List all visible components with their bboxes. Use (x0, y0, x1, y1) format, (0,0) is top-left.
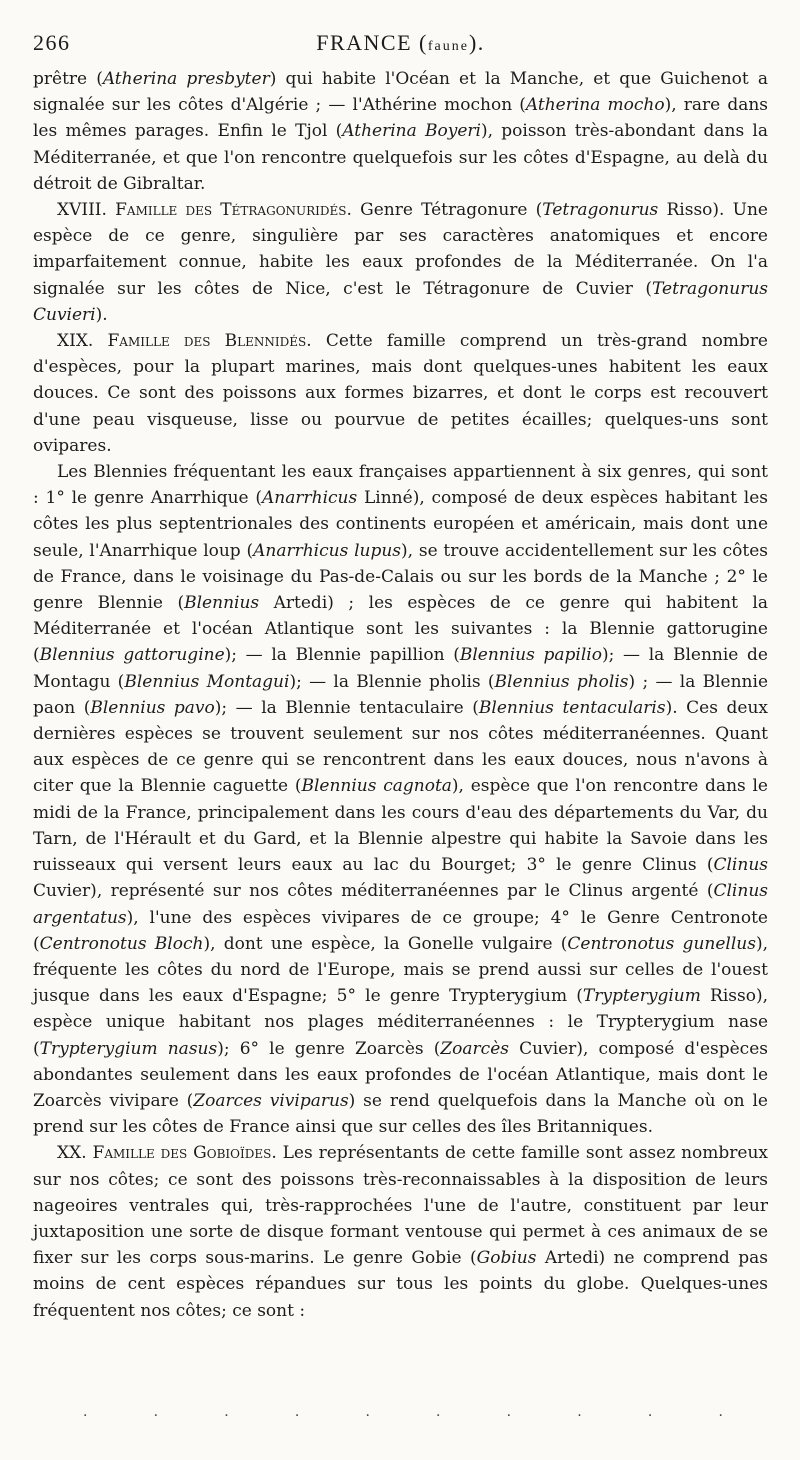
species-name: Blennius pholis (494, 671, 629, 692)
paragraph-tetragonurides (33, 197, 768, 328)
running-title: FRANCE (faune). (316, 30, 485, 55)
text-run: Linné), composé de deux espèces habitant les côtes les plus septentrionales des continents européen et américain, mais dont une seule, l'Anarrhique loup ( (33, 488, 768, 561)
text-run: ), fréquente les côtes du nord de l'Europe, mais se prend aussi sur celles de l'ouest jusque dans les eaux d'Espagne; 5° le genre Trypterygium ( (33, 933, 768, 1007)
family-heading: Famille des Tétragonuridés (115, 200, 347, 221)
species-name: Anarrhicus (262, 488, 358, 509)
text-run: ), poisson très-abondant dans la Méditerranée, et que l'on rencontre quelquefois sur les côtes d'Espagne, au delà du détroit de Gibraltar. (33, 121, 769, 194)
text-run: Risso), espèce unique habitant nos plages méditerranéennes : le Trypterygium nase ( (33, 986, 768, 1059)
text-run: ) ; — la Blennie paon ( (33, 671, 769, 718)
text-run: ); — la Blennie pholis ( (289, 671, 495, 692)
species-name: Atherina mocho (525, 95, 665, 116)
paragraph-atherines (33, 66, 768, 197)
text-run: ); 6° le genre Zoarcès ( (217, 1038, 441, 1059)
paragraph-blennies-genres (33, 459, 768, 1140)
paragraph-blennides (33, 328, 768, 459)
species-name: Centronotus gunellus (567, 933, 756, 954)
species-name: Atherina presbyter (102, 69, 270, 89)
species-name: Trypterygium nasus (39, 1038, 218, 1059)
paragraph-gobioides (33, 1140, 768, 1323)
species-name: Tetragonurus (542, 200, 659, 221)
text-run: ). (95, 304, 108, 325)
species-name: Zoarces viviparus (193, 1090, 349, 1111)
species-name: Centronotus Bloch (39, 933, 204, 954)
family-heading: Famille des Gobioïdes (92, 1143, 272, 1164)
text-run: Cuvier), composé d'espèces abondantes seulement dans les eaux profondes de l'océan Atlantique, mais dont le Zoarcès vivipare ( (33, 1038, 768, 1111)
text-run: Cuvier), représenté sur nos côtes méditerranéennes par le Clinus argenté ( (33, 881, 714, 902)
text-run: ); — la Blennie de Montagu ( (33, 645, 768, 692)
text-run: Artedi) ; les espèces de ce genre qui habitent la Méditerranée et l'océan Atlantique sont les suivantes : la Blennie gattorugine ( (33, 593, 768, 666)
text-run: ), l'une des espèces vivipares de ce groupe; 4° le Genre Centronote ( (33, 907, 768, 954)
text-run: ) se rend quelquefois dans la Manche où on le prend sur les côtes de France ainsi que sur celles des îles Britanniques. (33, 1090, 768, 1138)
text-run: ), espèce que l'on rencontre dans le midi de la France, principalement dans les cours d'eau des départements du Var, du Tarn, de l'Hérault et du Gard, et la Blennie alpestre qui habite la Savoie dans les ruisseaux qui versent leurs eaux au lac du Bourget; 3° le genre Clinus ( (33, 776, 768, 876)
text-run: XIX. (57, 331, 108, 352)
species-name: Atherina Boyeri (342, 121, 481, 142)
text-run: . Cette famille comprend un très-grand nombre d'espèces, pour la plupart marines, mais dont quelques-unes habitent les eaux douces. Ce sont des poissons aux formes bizarres, et dont le corps est recouvert d'une peau visqueuse, lisse ou pourvue de petites écailles; quelques-uns sont ovipares. (33, 331, 768, 456)
text-run: . Les représentants de cette famille sont assez nombreux sur nos côtes; ce sont des poissons très-reconnaissables à la disposition de leurs nageoires ventrales qui, très-rapprochées l'une de l'autre, constituent par leur juxtaposition une sorte de disque formant ventouse qui permet à ces animaux de se fixer sur les corps sous-marins. Le genre Gobie ( (33, 1143, 768, 1269)
text-run: XVIII. (57, 200, 116, 221)
text-run: ) qui habite l'Océan et la Manche, et que Guichenot a signalée sur les côtes d'Algérie ; — l'Athérine mochon ( (33, 69, 768, 116)
text-run: . Genre Tétragonure ( (346, 200, 543, 221)
document-page (33, 0, 768, 1460)
text-run: prêtre ( (33, 69, 103, 89)
species-name: Blennius (184, 593, 260, 614)
page-bottom-marks: · · · · · · · · · · (83, 1408, 723, 1424)
species-name: Blennius cagnota (301, 776, 452, 797)
text-run: ), se trouve accidentellement sur les côtes de France, dans le voisinage du Pas-de-Calais ou sur les bords de la Manche ; 2° le genre Blennie ( (33, 540, 768, 614)
text-run: XX. (57, 1143, 93, 1164)
species-name: Blennius tentacularis (478, 697, 666, 718)
species-name: Clinus argentatus (33, 881, 768, 928)
family-heading: Famille des Blennidés (107, 331, 307, 352)
species-name: Blennius gattorugine (39, 645, 225, 666)
text-run: Les Blennies fréquentant les eaux françaises appartiennent à six genres, qui sont : 1° le genre Anarrhique ( (33, 462, 768, 509)
page-number: 266 (33, 30, 71, 55)
species-name: Anarrhicus lupus (253, 540, 402, 561)
species-name: Blennius Montagui (124, 671, 290, 692)
running-header (33, 30, 768, 58)
text-run: Risso). Une espèce de ce genre, singulière par ses caractères anatomiques et encore imparfaitement connue, habite les eaux profondes de la Méditerranée. On l'a signalée sur les côtes de Nice, c'est le Tétragonure de Cuvier ( (33, 200, 768, 299)
species-name: Blennius pavo (90, 697, 215, 718)
running-title-sub: faune (427, 39, 469, 54)
body-text (33, 66, 768, 1324)
text-run: ); — la Blennie papillion ( (224, 645, 460, 666)
text-run: Artedi) ne comprend pas moins de cent espèces répandues sur tous les points du globe. Quelques-unes fréquentent nos côtes; ce sont : (33, 1248, 768, 1321)
running-title-main: FRANCE (316, 30, 413, 55)
text-run: ); — la Blennie tentaculaire ( (214, 697, 479, 718)
species-name: Trypterygium (582, 986, 701, 1007)
species-name: Clinus (713, 855, 768, 876)
text-run: ), rare dans les mêmes parages. Enfin le Tjol ( (33, 95, 769, 142)
species-name: Tetragonurus Cuvieri (33, 278, 768, 325)
species-name: Zoarcès (440, 1038, 509, 1059)
species-name: Blennius papilio (459, 645, 602, 666)
species-name: Gobius (476, 1248, 537, 1269)
text-run: ). Ces deux dernières espèces se trouvent seulement sur nos côtes méditerranéennes. Quant aux espèces de ce genre qui se rencontrent dans les eaux douces, nous n'avons à citer que la Blennie caguette ( (33, 697, 768, 797)
text-run: ), dont une espèce, la Gonelle vulgaire ( (203, 933, 568, 954)
